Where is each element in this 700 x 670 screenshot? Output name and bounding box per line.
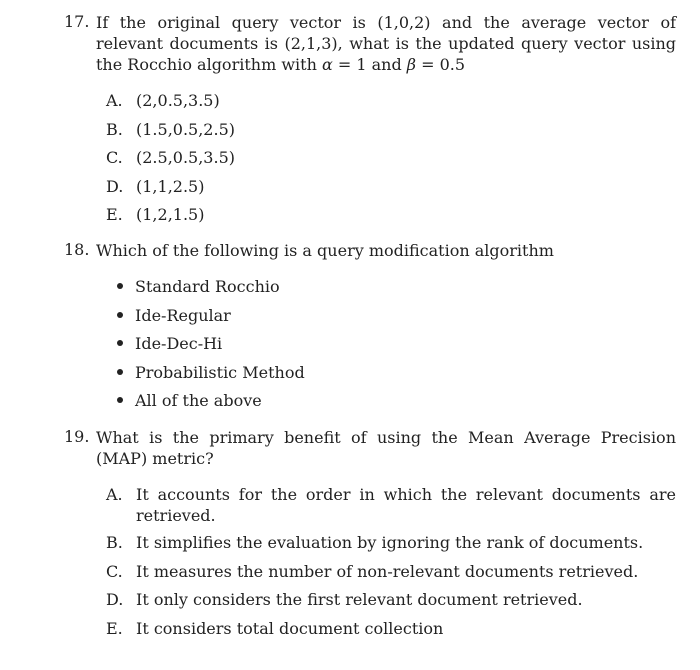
- question-text: [96, 12, 676, 75]
- question-17-options: [106, 90, 676, 233]
- option-a: [106, 90, 676, 119]
- option-text: It considers total document collection: [136, 618, 444, 638]
- bullet-item: [114, 333, 514, 362]
- bullet-dot-icon: [117, 369, 123, 375]
- option-text: (1,2,1.5): [136, 205, 205, 224]
- option-letter: A.: [106, 91, 123, 110]
- option-text: It accounts for the order in which the relevant documents are retrieved.: [136, 485, 676, 525]
- option-text: It only considers the first relevant document retrieved.: [136, 590, 583, 609]
- bullet-dot-icon: [117, 340, 123, 346]
- bullet-text: Probabilistic Method: [135, 362, 305, 382]
- bullet-dot-icon: [117, 397, 123, 403]
- option-text: (1,1,2.5): [136, 176, 205, 196]
- question-text: What is the primary benefit of using the Mean Average Precision (MAP) metric?: [96, 428, 676, 468]
- option-d: [106, 176, 676, 205]
- option-letter: C.: [106, 148, 123, 167]
- question-18-bullets: [114, 276, 514, 419]
- bullet-text: Ide-Dec-Hi: [135, 334, 223, 353]
- option-text: (1.5,0.5,2.5): [136, 119, 235, 139]
- option-c: [106, 147, 676, 176]
- alpha-symbol: α: [321, 55, 333, 74]
- option-text: It simplifies the evaluation by ignoring the rank of documents.: [136, 533, 644, 552]
- option-letter: B.: [106, 533, 123, 552]
- bullet-item: [114, 390, 514, 419]
- beta-value: = 0.5: [416, 55, 466, 74]
- question-text-part: If the original query vector is (1,0,2) and the average vector of relevant documents is (2,1,3), what is the updated query vector using the Rocchio algorithm with: [96, 13, 676, 74]
- question-text: Which of the following is a query modification algorithm: [96, 241, 554, 260]
- bullet-dot-icon: [117, 312, 123, 318]
- option-d: [106, 589, 676, 618]
- option-letter: C.: [106, 561, 123, 581]
- option-text: (2,0.5,3.5): [136, 91, 220, 110]
- option-letter: A.: [106, 485, 123, 504]
- question-17: [64, 12, 676, 75]
- beta-symbol: β: [406, 55, 417, 74]
- bullet-text: Ide-Regular: [135, 305, 231, 325]
- option-letter: E.: [106, 618, 123, 638]
- question-18: [64, 240, 676, 261]
- option-b: [106, 119, 676, 148]
- option-text: (2.5,0.5,3.5): [136, 148, 235, 167]
- bullet-dot-icon: [117, 283, 123, 289]
- alpha-value: = 1 and: [332, 55, 407, 74]
- bullet-item: [114, 276, 514, 305]
- question-number: 19.: [64, 427, 90, 446]
- option-letter: E.: [106, 205, 123, 224]
- question-19-options: [106, 484, 676, 646]
- bullet-item: [114, 305, 514, 334]
- option-letter: B.: [106, 119, 123, 139]
- option-text: It measures the number of non-relevant documents retrieved.: [136, 561, 639, 581]
- bullet-text: All of the above: [135, 391, 262, 410]
- option-e: [106, 618, 676, 647]
- question-19: [64, 427, 676, 469]
- option-b: [106, 532, 676, 561]
- bullet-text: Standard Rocchio: [135, 277, 280, 296]
- option-letter: D.: [106, 176, 124, 196]
- option-e: [106, 204, 676, 233]
- option-letter: D.: [106, 590, 124, 609]
- option-a: [106, 484, 676, 532]
- question-number: 18.: [64, 240, 90, 259]
- question-number: 17.: [64, 12, 90, 31]
- bullet-item: [114, 362, 514, 391]
- option-c: [106, 561, 676, 590]
